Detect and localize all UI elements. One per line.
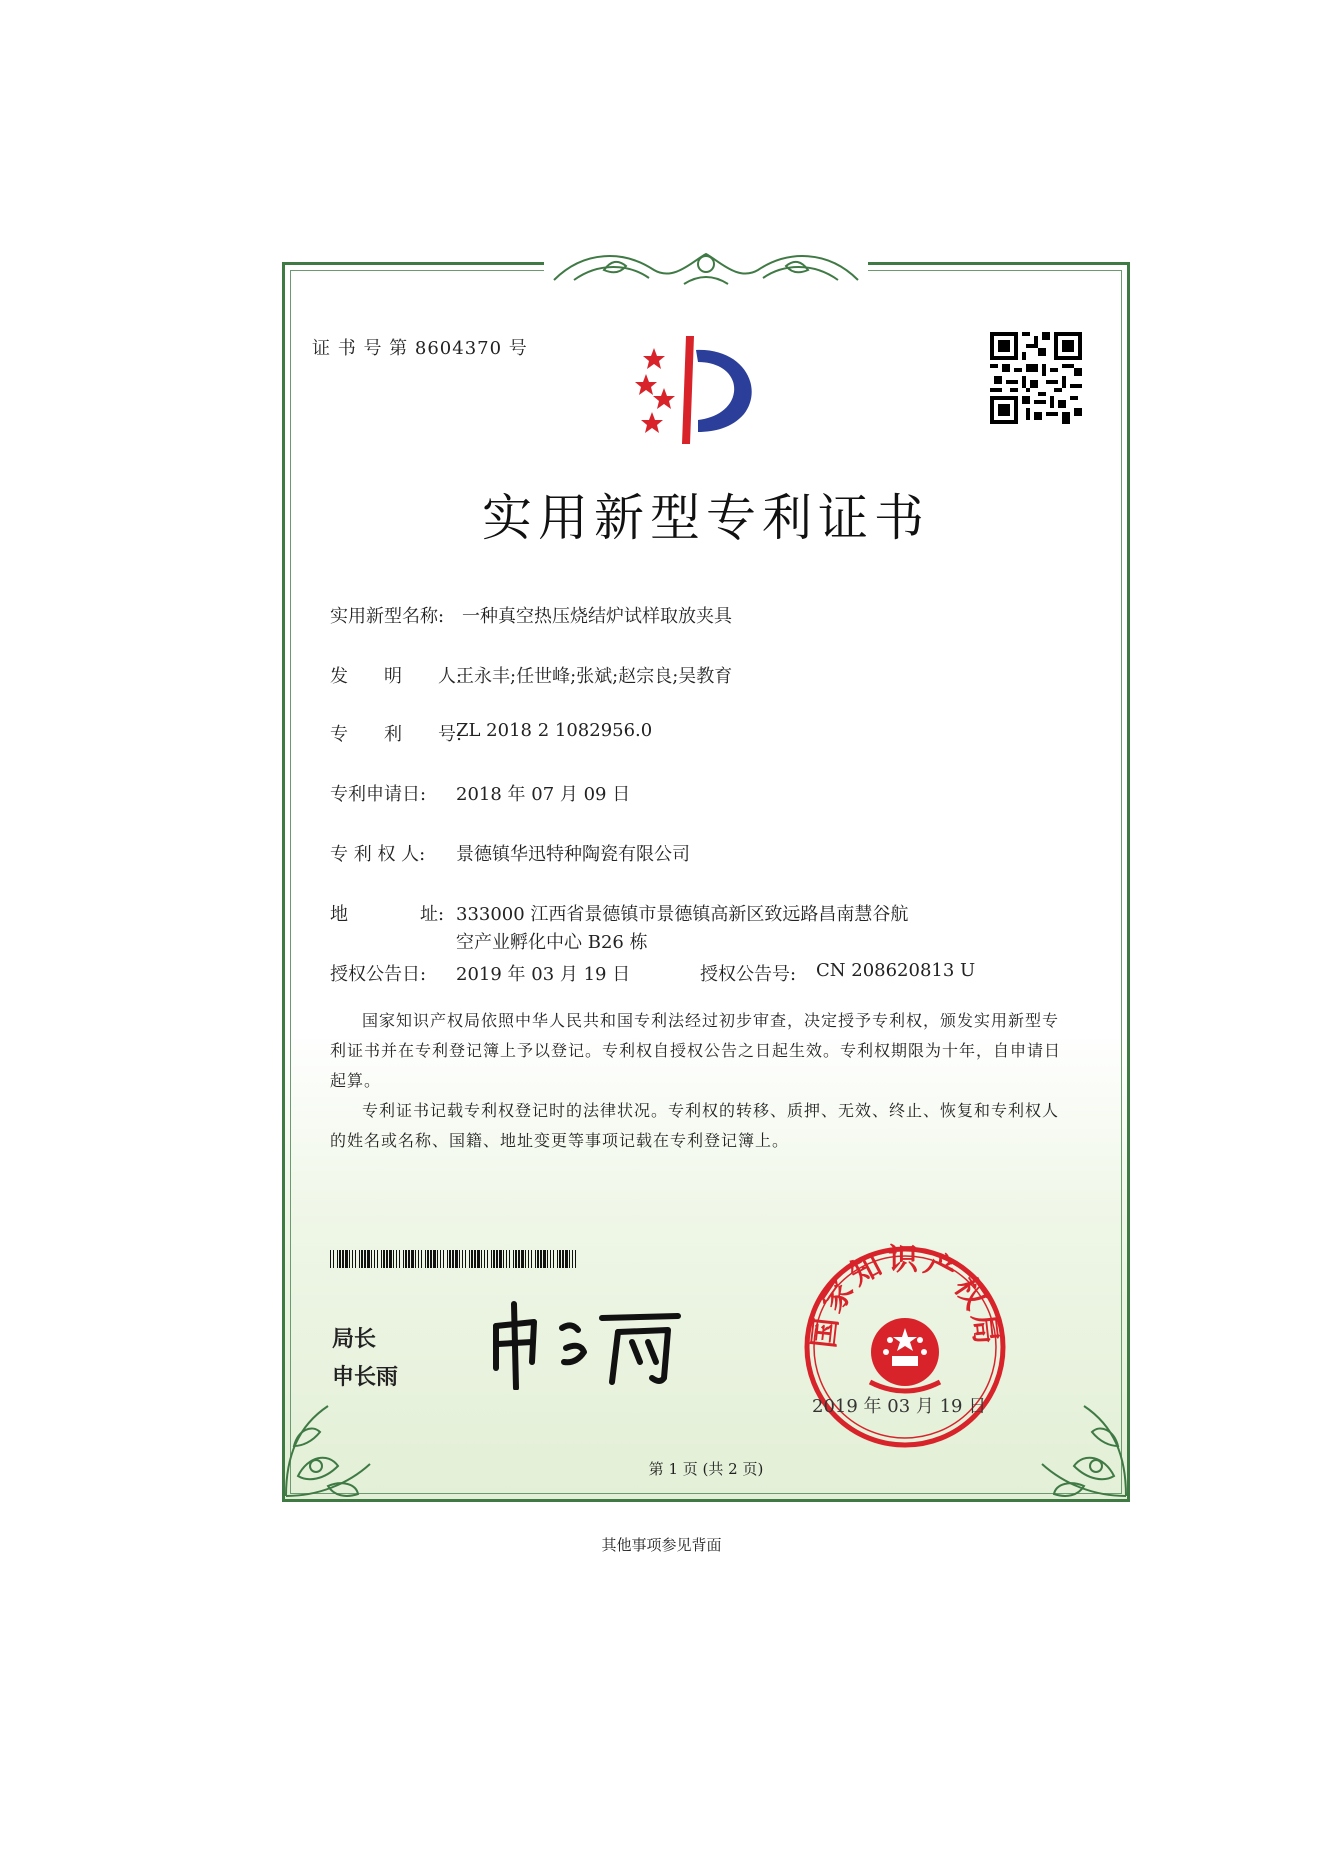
grant-date-value: 2019 年 03 月 19 日: [456, 964, 631, 985]
barcode-icon: [330, 1250, 578, 1268]
apply-date-value: 2018 年 07 月 09 日: [456, 784, 631, 805]
footnote: 其他事项参见背面: [601, 1536, 722, 1554]
handwritten-signature: [482, 1298, 692, 1390]
grant-date-label: 授权公告日:: [330, 964, 427, 985]
holder-value: 景德镇华迅特种陶瓷有限公司: [456, 844, 690, 865]
address-label: 地 址:: [330, 904, 445, 925]
holder-label: 专 利 权 人:: [330, 844, 426, 865]
statement-paragraph-1: 国家知识产权局依照中华人民共和国专利法经过初步审查，决定授予专利权，颁发实用新型专利证书并在专利登记簿上予以登记。专利权自授权公告之日起生效。专利权期限为十年，自申请日起算。: [330, 1011, 1062, 1090]
apply-date-label: 专利申请日:: [330, 784, 427, 805]
grant-no-value: CN 208620813 U: [816, 960, 976, 981]
certificate-number: 证 书 号 第 8604370 号: [312, 338, 528, 359]
page-number: 第 1 页 (共 2 页): [648, 1460, 764, 1478]
inventor-label: 发 明 人:: [330, 666, 463, 687]
certificate: [282, 262, 1130, 1502]
name-label: 实用新型名称:: [330, 606, 445, 627]
seal-text: 国家知识产权局: [806, 1242, 1004, 1350]
name-value: 一种真空热压烧结炉试样取放夹具: [462, 606, 732, 627]
corner-ornament-right-icon: [1024, 1366, 1134, 1506]
address-line-2: 空产业孵化中心 B26 栋: [456, 932, 648, 953]
address-line-1: 333000 江西省景德镇市景德镇高新区致远路昌南慧谷航: [456, 904, 909, 925]
chief-name: 申长雨: [332, 1365, 399, 1390]
chief-title: 局长: [332, 1327, 377, 1352]
grant-no-label: 授权公告号:: [700, 964, 797, 985]
patent-no-label: 专 利 号:: [330, 724, 463, 745]
cnipa-logo-icon: [624, 328, 774, 448]
patent-no-value: ZL 2018 2 1082956.0: [456, 720, 653, 741]
qr-code-icon: [990, 332, 1082, 424]
inventor-value: 王永丰;任世峰;张斌;赵宗良;吴教育: [456, 666, 733, 687]
certificate-title: 实用新型专利证书: [482, 489, 930, 547]
seal-date: 2019 年 03 月 19 日: [812, 1396, 987, 1417]
official-seal-icon: [800, 1242, 1010, 1452]
statement-paragraph-2: 专利证书记载专利权登记时的法律状况。专利权的转移、质押、无效、终止、恢复和专利权人的姓名或名称、国籍、地址变更等事项记载在专利登记簿上。: [330, 1101, 1060, 1150]
top-ornament-icon: [544, 240, 868, 292]
